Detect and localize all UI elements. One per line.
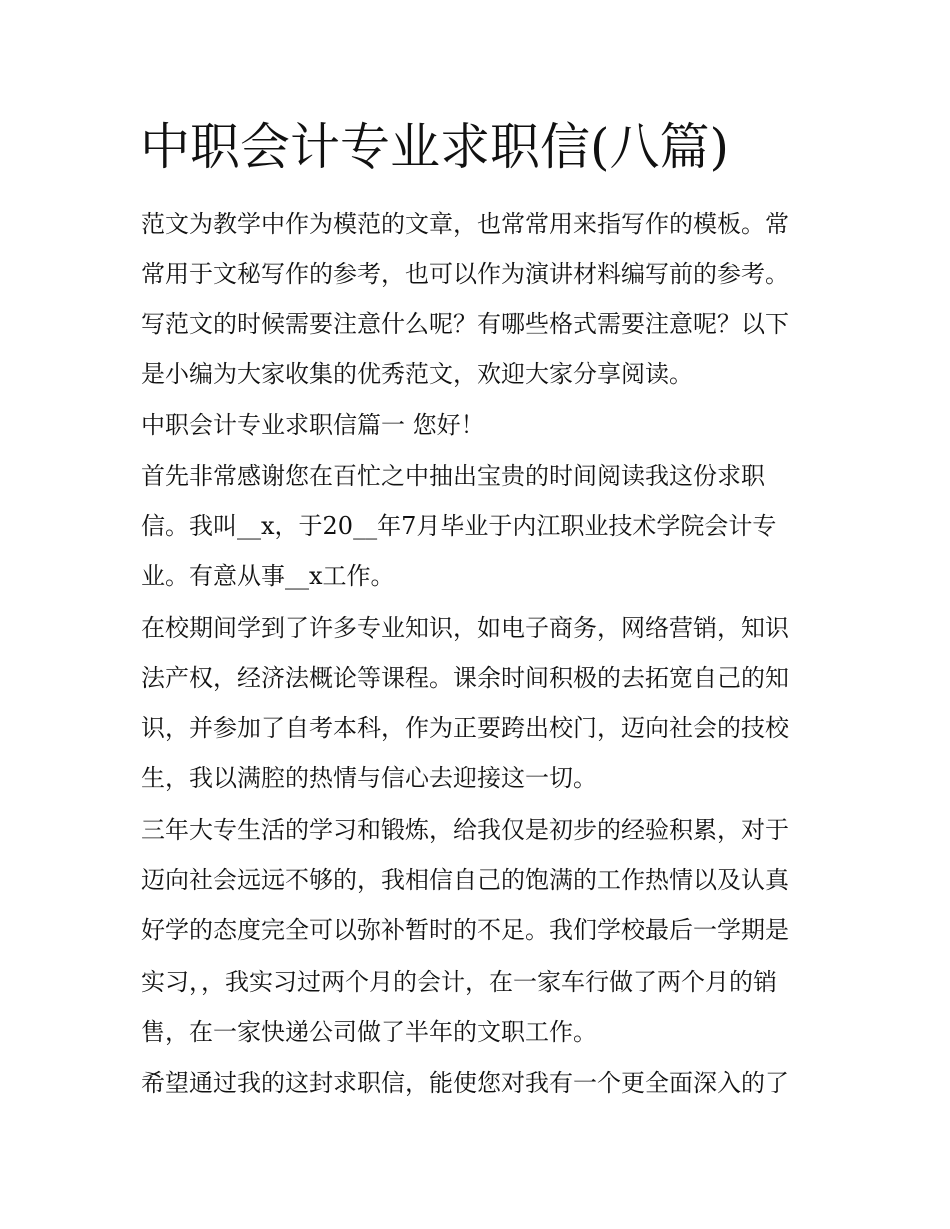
body-line: 在校期间学到了许多专业知识，如电子商务，网络营销，知识 xyxy=(141,614,789,642)
body-line: 法产权，经济法概论等课程。课余时间积极的去拓宽自己的知 xyxy=(141,664,789,692)
body-line: 迈向社会远远不够的，我相信自己的饱满的工作热情以及认真 xyxy=(141,866,789,894)
document-title: 中职会计专业求职信(八篇) xyxy=(140,118,730,176)
body-line: 售，在一家快递公司做了半年的文职工作。 xyxy=(141,1018,597,1046)
body-line: 希望通过我的这封求职信，能使您对我有一个更全面深入的了 xyxy=(141,1069,789,1097)
body-line: 业。有意从事__x工作。 xyxy=(141,562,395,590)
body-line: 信。我叫__x，于20__年7月毕业于内江职业技术学院会计专 xyxy=(141,512,777,540)
body-line: 写范文的时候需要注意什么呢？有哪些格式需要注意呢？以下 xyxy=(141,310,789,338)
body-line: 首先非常感谢您在百忙之中抽出宝贵的时间阅读我这份求职 xyxy=(141,462,765,490)
body-line: 范文为教学中作为模范的文章，也常常用来指写作的模板。常 xyxy=(141,210,789,238)
body-line: 三年大专生活的学习和锻炼，给我仅是初步的经验积累，对于 xyxy=(141,816,789,844)
body-line: 是小编为大家收集的优秀范文，欢迎大家分享阅读。 xyxy=(141,360,693,388)
section-heading-line: 中职会计专业求职信篇一 您好！ xyxy=(141,411,485,439)
body-line: 实习，，我实习过两个月的会计，在一家车行做了两个月的销 xyxy=(141,968,777,996)
body-line: 常用于文秘写作的参考，也可以作为演讲材料编写前的参考。 xyxy=(141,260,789,288)
body-line: 识，并参加了自考本科，作为正要跨出校门，迈向社会的技校 xyxy=(141,714,789,742)
body-line: 生，我以满腔的热情与信心去迎接这一切。 xyxy=(141,764,597,792)
body-line: 好学的态度完全可以弥补暂时的不足。我们学校最后一学期是 xyxy=(141,916,789,944)
